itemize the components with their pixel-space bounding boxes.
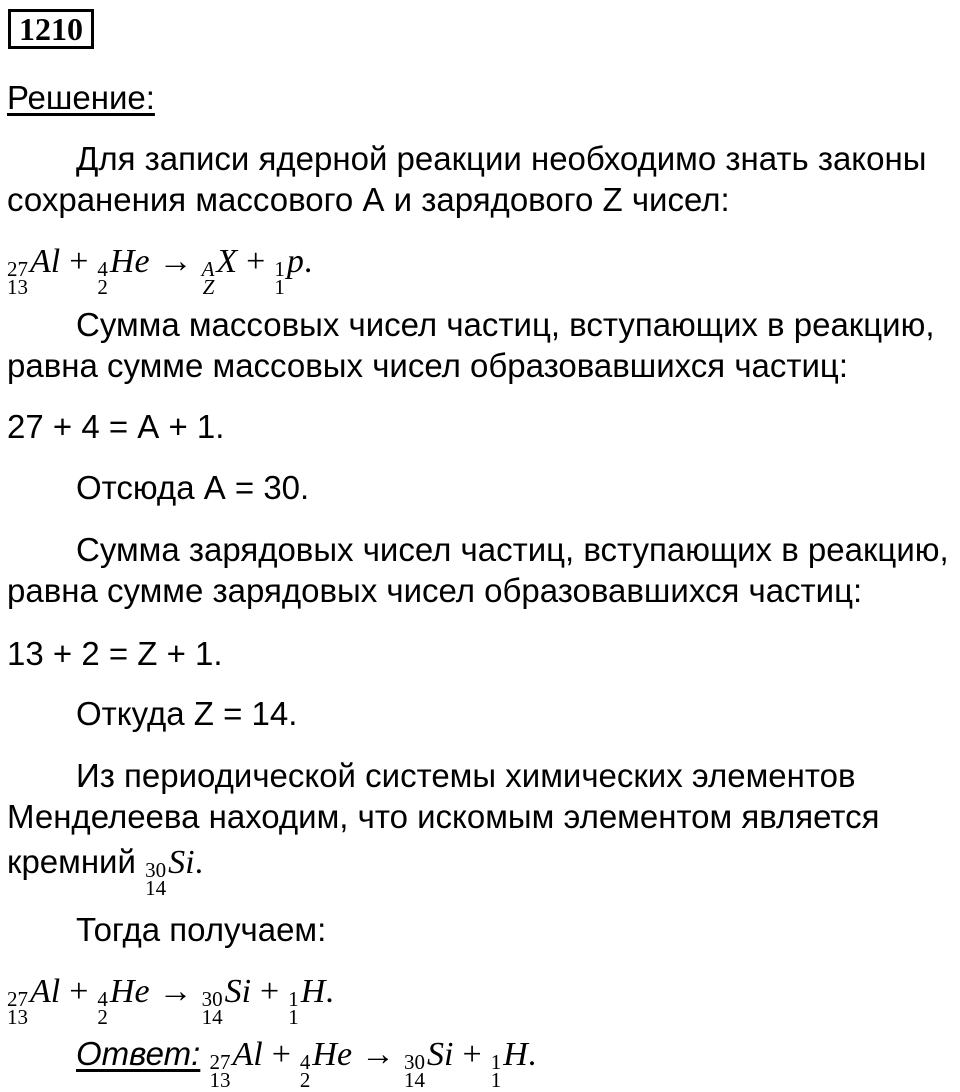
paragraph-line: Сумма массовых чисел частиц, вступающих в реакцию,: [76, 306, 935, 343]
nuclide-al: 27 13 Al: [7, 243, 61, 299]
nuclide-he: 4 2 He: [97, 243, 150, 299]
nuclide-h: 1 1 H: [288, 973, 326, 1029]
paragraph-line: Менделеева находим, что искомым элементом является: [7, 798, 880, 835]
nuclide-al: 27 13 Al: [7, 973, 61, 1029]
solution-heading: Решение:: [7, 79, 155, 116]
answer-label: Ответ:: [76, 1035, 201, 1072]
paragraph-line: Тогда получаем:: [76, 911, 327, 948]
paragraph-line: сохранения массового А и зарядового Z чисел:: [7, 181, 730, 218]
paragraph-line: равна сумме массовых чисел образовавшихся частиц:: [7, 347, 848, 384]
nuclide-h: 1 1 H: [490, 1036, 528, 1092]
paragraph-line: Из периодической системы химических элементов: [76, 757, 856, 794]
charge-sum-equation: 13 + 2 = Z + 1.: [7, 635, 223, 672]
mass-sum-equation: 27 + 4 = А + 1.: [7, 408, 225, 445]
reaction-equation-final: 27 13 Al + 4 2 He → 30 14 Si + 1 1 H .: [7, 973, 334, 1029]
nuclide-si: 30 14 Si: [404, 1036, 454, 1092]
nuclide-al: 27 13 Al: [209, 1036, 263, 1092]
nuclide-si: 30 14 Si: [145, 844, 195, 900]
answer-line: [76, 1034, 537, 1092]
paragraph-line: кремний 30 14 Si .: [7, 843, 204, 900]
nuclide-proton: 1 1 p: [274, 243, 304, 299]
nuclide-he: 4 2 He: [97, 973, 150, 1029]
paragraph-line: равна сумме зарядовых чисел образовавшихся частиц:: [7, 572, 863, 609]
nuclide-si: 30 14 Si: [201, 973, 252, 1029]
paragraph-line: Для записи ядерной реакции необходимо знать законы: [76, 140, 927, 177]
reaction-equation-general: 27 13 Al + 4 2 He → A Z X + 1 1 p .: [7, 243, 313, 299]
paragraph-line: Сумма зарядовых чисел частиц, вступающих в реакцию,: [76, 531, 949, 568]
nuclide-he: 4 2 He: [299, 1036, 353, 1092]
nuclide-x: A Z X: [201, 243, 238, 299]
problem-number: 1210: [8, 9, 94, 49]
answer-equation: 27 13 Al + 4 2 He → 30 14 Si + 1 1 H .: [209, 1036, 537, 1092]
mass-result: Отсюда А = 30.: [76, 469, 310, 506]
charge-result: Откуда Z = 14.: [76, 695, 298, 732]
